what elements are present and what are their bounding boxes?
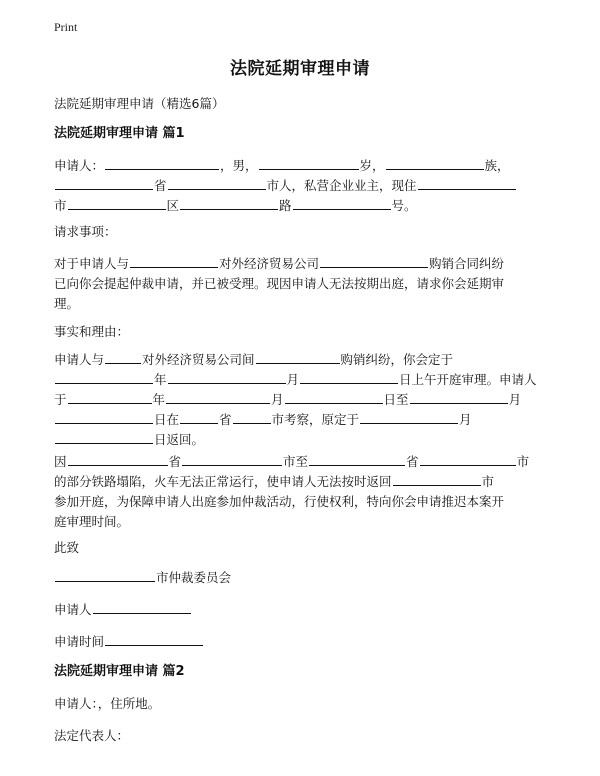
month-label-1: 月 xyxy=(286,372,300,387)
ethnicity-blank xyxy=(386,156,484,170)
facts-dispute-blank xyxy=(256,350,340,364)
facts-text-1: 申请人与 xyxy=(54,352,105,367)
return-month-blank xyxy=(360,410,458,424)
district-blank xyxy=(180,196,278,210)
facts-paragraph-2 xyxy=(54,452,546,532)
sign-applicant-blank xyxy=(93,600,191,614)
trip-end-month-blank xyxy=(410,390,508,404)
age-label: 岁， xyxy=(359,158,385,173)
name-blank xyxy=(105,156,219,170)
sign-applicant-label: 申请人 xyxy=(54,602,92,617)
inspection-text: 市考察，原定于 xyxy=(271,412,360,427)
year-label-1: 年 xyxy=(154,372,167,387)
document-subtitle: 法院延期审理申请（精选6篇） xyxy=(54,96,225,111)
city-label-3: 市 xyxy=(481,474,495,489)
facts-text-2: 对外经济贸易公司间 xyxy=(142,352,255,367)
addressee-line xyxy=(54,568,546,588)
request-text-2: 对外经济贸易公司 xyxy=(219,256,320,271)
address-blank xyxy=(418,176,516,190)
from-label: 于 xyxy=(54,392,67,407)
province-label: 省 xyxy=(154,178,167,193)
return-text: 日返回。 xyxy=(154,432,205,447)
section2-applicant: 申请人：，住所地。 xyxy=(54,696,161,711)
district-label: 区 xyxy=(166,198,180,213)
railway-text: 的部分铁路塌陷，火车无法正常运行，使申请人无法按时返回 xyxy=(54,474,392,489)
dest-province-blank xyxy=(309,452,405,466)
province-blank xyxy=(55,176,153,190)
city-blank xyxy=(168,176,266,190)
applicant-paragraph xyxy=(54,156,546,216)
trip-end-day-blank xyxy=(55,410,153,424)
applicant-label: 申请人： xyxy=(54,158,105,173)
hearing-month-blank xyxy=(168,370,286,384)
section-heading-2: 法院延期审理申请 篇2 xyxy=(54,664,185,679)
request-text-1: 对于申请人与 xyxy=(54,256,130,271)
trip-month-blank xyxy=(166,390,270,404)
city-to-label: 市至 xyxy=(283,454,309,469)
city-name-blank xyxy=(68,196,166,210)
month-label-4: 月 xyxy=(459,412,472,427)
gender-text: ，男， xyxy=(220,158,258,173)
city-label-2: 市 xyxy=(516,454,530,469)
number-label: 号。 xyxy=(391,198,417,213)
city-label: 市 xyxy=(54,198,67,213)
dest-city-blank xyxy=(420,452,516,466)
hearing-text: 日上午开庭审理。申请人 xyxy=(399,372,537,387)
year-label-2: 年 xyxy=(152,392,166,407)
request-heading: 请求事项： xyxy=(54,224,117,239)
age-blank xyxy=(259,156,359,170)
cause-label: 因 xyxy=(54,454,67,469)
signature-time-line xyxy=(54,632,546,652)
facts2-line-4: 庭审理时间。 xyxy=(54,514,130,529)
residence-text: 市人，私营企业业主，现住 xyxy=(266,178,417,193)
print-link[interactable]: Print xyxy=(54,20,78,34)
return-day-blank xyxy=(55,430,153,444)
request-line-2: 已向你会提起仲裁申请，并已被受理。现因申请人无法按期出庭，请求你会延期审 xyxy=(54,276,505,291)
hearing-year-blank xyxy=(55,370,153,384)
request-text-3: 购销合同纠纷 xyxy=(429,256,505,271)
road-label: 路 xyxy=(279,198,292,213)
closing-text: 此致 xyxy=(54,540,80,555)
addressee-text: 市仲裁委员会 xyxy=(156,570,232,585)
trip-day-blank xyxy=(285,390,383,404)
sign-time-label: 申请时间 xyxy=(54,634,105,649)
party-blank xyxy=(130,254,218,268)
section2-legal-rep: 法定代表人： xyxy=(54,728,130,743)
trip-province-blank xyxy=(180,410,218,424)
signature-applicant-line xyxy=(54,600,546,620)
hearing-day-blank xyxy=(300,370,398,384)
origin-province-blank xyxy=(68,452,168,466)
request-paragraph xyxy=(54,254,546,314)
document-title: 法院延期审理申请 xyxy=(230,59,370,79)
facts2-line-3: 参加开庭，为保障申请人出庭参加仲裁活动，行使权利，特向你会申请推迟本案开 xyxy=(54,494,505,509)
province-label-4: 省 xyxy=(406,454,419,469)
trip-year-blank xyxy=(68,390,152,404)
section-heading-1: 法院延期审理申请 篇1 xyxy=(54,126,185,141)
until-label: 日至 xyxy=(383,392,409,407)
province-label-3: 省 xyxy=(168,454,182,469)
month-label-3: 月 xyxy=(508,392,522,407)
ethnicity-label: 族， xyxy=(484,158,510,173)
facts-party-blank xyxy=(105,350,141,364)
facts-paragraph-1 xyxy=(54,350,546,450)
day-at-label: 日在 xyxy=(154,412,180,427)
arbitration-city-blank xyxy=(55,568,155,582)
origin-city-blank xyxy=(182,452,282,466)
trip-city-blank xyxy=(233,410,271,424)
facts-heading: 事实和理由： xyxy=(54,324,130,339)
contract-blank xyxy=(320,254,428,268)
road-blank xyxy=(293,196,391,210)
month-label-2: 月 xyxy=(271,392,284,407)
sign-time-blank xyxy=(105,632,203,646)
request-line-3: 理。 xyxy=(54,296,80,311)
province-label-2: 省 xyxy=(219,412,232,427)
facts-text-3: 购销纠纷，你会定于 xyxy=(340,352,454,367)
return-city-blank xyxy=(393,472,481,486)
